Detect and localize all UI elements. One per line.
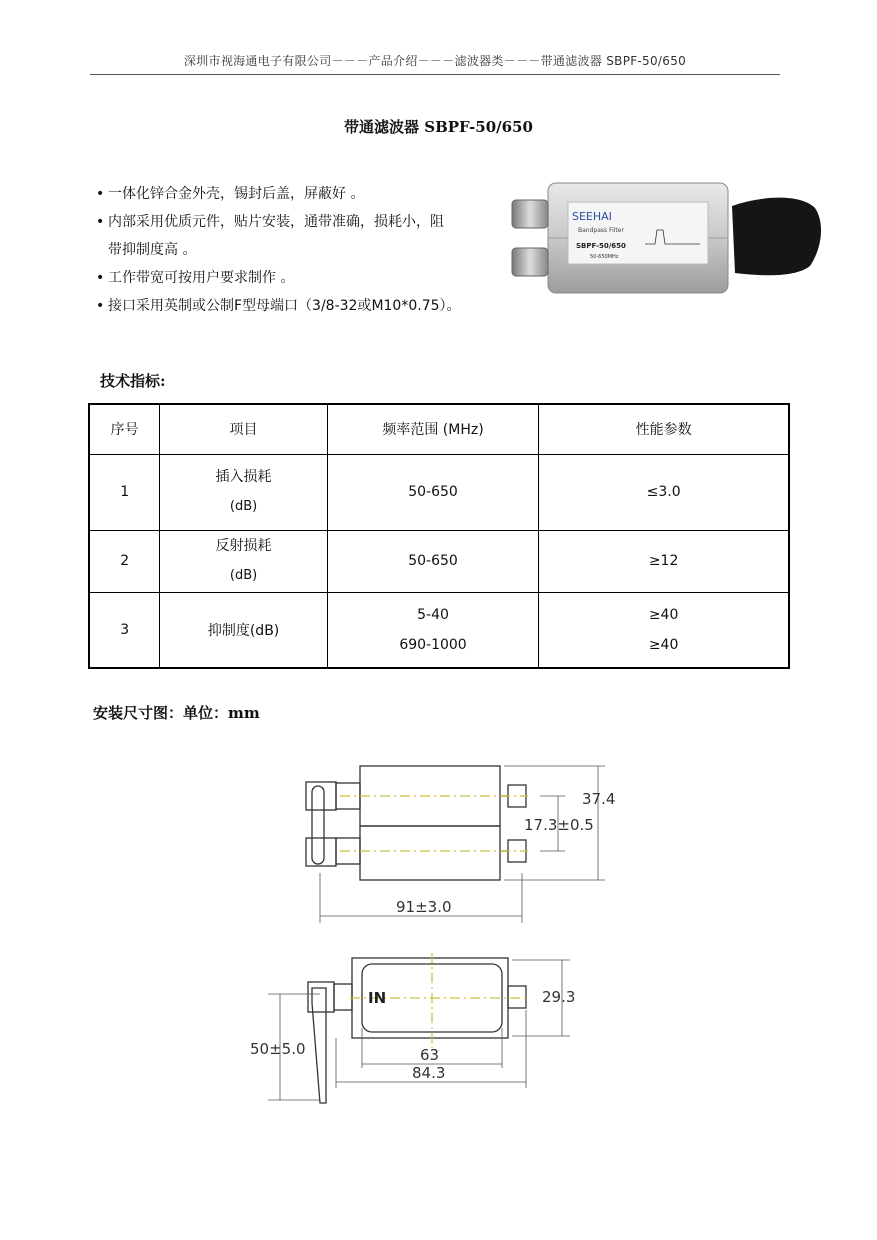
table-row (89, 530, 789, 592)
feature-item: • 内部采用优质元件，贴片安装，通带准确，损耗小，阻 带抑制度高 。 (96, 208, 496, 264)
cell-perf: ≥40 ≥40 (539, 592, 789, 668)
feature-item: • 一体化锌合金外壳，锡封后盖，屏蔽好 。 (96, 186, 365, 202)
column-header: 频率范围 (MHz) (327, 404, 538, 454)
dim-total-length: 84.3 (412, 1064, 446, 1082)
cell-perf: ≤3.0 (539, 454, 789, 530)
product-photo (510, 178, 830, 298)
cell-freq: 50-650 (327, 454, 538, 530)
cell-no: 2 (89, 530, 160, 592)
dim-height-total: 37.4 (582, 790, 616, 808)
cell-freq: 5-40 690-1000 (327, 592, 538, 668)
feature-text-continued: 带抑制度高 。 (108, 242, 197, 258)
dim-bracket: 50±5.0 (250, 1040, 306, 1058)
photo-sublabel: Bandpass Filter (578, 227, 624, 234)
photo-brand: SEEHAI (572, 210, 612, 223)
header-divider (90, 74, 780, 75)
document-title: 带通滤波器 SBPF-50/650 (344, 118, 533, 136)
dim-port-spacing: 17.3±0.5 (524, 816, 594, 834)
dim-length: 91±3.0 (396, 898, 452, 916)
cell-no: 1 (89, 454, 160, 530)
feature-item: • 接口采用英制或公制F型母端口（3/8-32或M10*0.75）。 (96, 298, 461, 314)
spec-section-title: 技术指标: (100, 372, 166, 390)
photo-model: SBPF-50/650 (576, 242, 626, 250)
cell-no: 3 (89, 592, 160, 668)
spec-table (88, 403, 790, 669)
dim-body-length: 63 (420, 1046, 440, 1064)
top-view (306, 766, 526, 880)
cell-item: 插入损耗 (dB) (160, 454, 328, 530)
table-row (89, 454, 789, 530)
dimension-section-title: 安装尺寸图：单位：mm (93, 704, 260, 722)
column-header: 项目 (160, 404, 328, 454)
feature-text: 内部采用优质元件，贴片安装，通带准确，损耗小，阻 (108, 214, 444, 230)
column-header: 序号 (89, 404, 160, 454)
column-header: 性能参数 (539, 404, 789, 454)
cell-item: 反射损耗 (dB) (160, 530, 328, 592)
cell-item: 抑制度(dB) (160, 592, 328, 668)
page-header: 深圳市视海通电子有限公司－－－产品介绍－－－滤波器类－－－带通滤波器 SBPF-50/650 (183, 54, 687, 68)
table-header-row (89, 404, 789, 454)
feature-text: 一体化锌合金外壳，锡封后盖，屏蔽好 。 (108, 186, 365, 202)
cell-perf: ≥12 (539, 530, 789, 592)
dimension-drawing (240, 748, 640, 1118)
feature-text: 工作带宽可按用户要求制作 。 (108, 270, 295, 286)
table-row (89, 592, 789, 668)
cell-freq: 50-650 (327, 530, 538, 592)
photo-range: 50-650MHz (590, 254, 619, 260)
feature-item: • 工作带宽可按用户要求制作 。 (96, 270, 295, 286)
feature-list (96, 180, 496, 320)
dim-side-height: 29.3 (542, 988, 576, 1006)
dim-in-label: IN (368, 989, 387, 1007)
feature-text: 接口采用英制或公制F型母端口（3/8-32或M10*0.75）。 (108, 298, 461, 314)
